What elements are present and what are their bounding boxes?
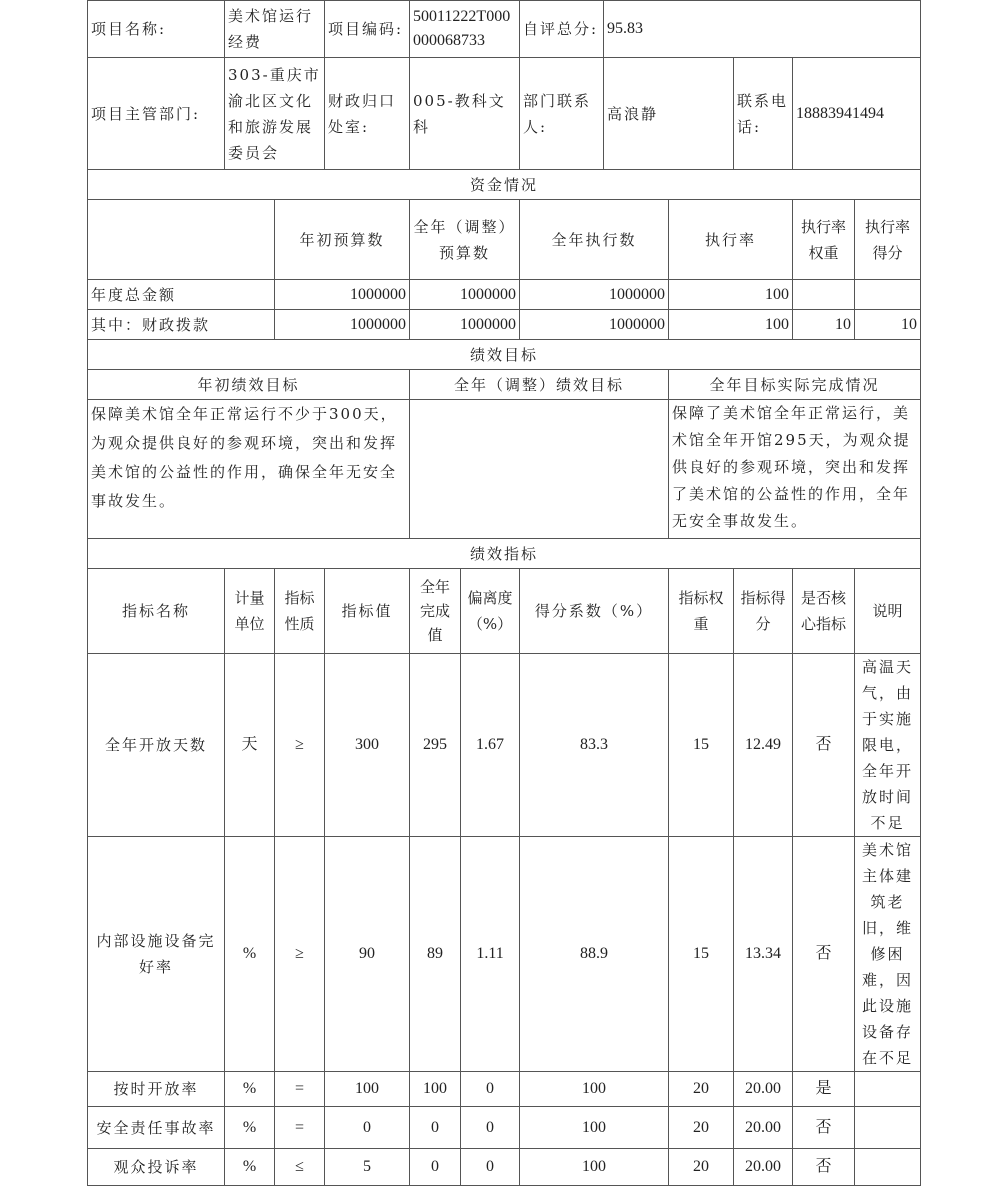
funding-initial: 1000000 [275,310,410,340]
ind-core: 否 [793,1107,855,1149]
ind-target: 100 [325,1072,410,1107]
ind-deviation: 0 [461,1107,520,1149]
ind-score: 20.00 [734,1072,793,1107]
funding-rate-weight [793,280,855,310]
ind-target: 90 [325,837,410,1072]
goals-header-actual: 全年目标实际完成情况 [669,370,921,400]
ind-note: 高温天气，由于实施限电，全年开放时间不足 [855,654,921,837]
phone-value: 18883941494 [793,58,921,170]
finance-office-value: 005-教科文科 [410,58,520,170]
ind-target: 300 [325,654,410,837]
contact-value: 高浪静 [604,58,734,170]
ind-header-unit: 计量单位 [225,569,275,654]
goals-section-title: 绩效目标 [88,340,921,370]
contact-label: 部门联系人: [520,58,604,170]
funding-header-executed: 全年执行数 [520,200,669,280]
ind-header-deviation: 偏离度（%） [461,569,520,654]
funding-row [88,280,921,310]
ind-core: 是 [793,1072,855,1107]
indicator-row [88,837,921,1072]
self-score-value: 95.83 [604,1,921,58]
ind-note: 美术馆主体建筑老旧，维修困难，因此设施设备存在不足 [855,837,921,1072]
funding-row-label: 年度总金额 [88,280,275,310]
ind-score: 20.00 [734,1107,793,1149]
ind-nature: = [275,1072,325,1107]
funding-header-rate-score: 执行率得分 [855,200,921,280]
funding-row [88,310,921,340]
ind-target: 0 [325,1107,410,1149]
goals-section-header [88,340,921,370]
ind-weight: 20 [669,1072,734,1107]
dept-value: 303-重庆市渝北区文化和旅游发展委员会 [225,58,325,170]
project-code-value: 50011222T000000068733 [410,1,520,58]
ind-core: 否 [793,654,855,837]
ind-nature: = [275,1107,325,1149]
ind-header-name: 指标名称 [88,569,225,654]
ind-completed: 89 [410,837,461,1072]
ind-deviation: 0 [461,1149,520,1186]
ind-coefficient: 83.3 [520,654,669,837]
ind-name: 全年开放天数 [88,654,225,837]
funding-adjusted: 1000000 [410,280,520,310]
ind-unit: % [225,1149,275,1186]
ind-header-coefficient: 得分系数（%） [520,569,669,654]
funding-header-rate-weight: 执行率权重 [793,200,855,280]
ind-header-note: 说明 [855,569,921,654]
ind-name: 按时开放率 [88,1072,225,1107]
ind-unit: % [225,837,275,1072]
ind-note [855,1149,921,1186]
ind-deviation: 1.11 [461,837,520,1072]
ind-completed: 295 [410,654,461,837]
ind-deviation: 0 [461,1072,520,1107]
ind-name: 内部设施设备完好率 [88,837,225,1072]
funding-header-initial-budget: 年初预算数 [275,200,410,280]
ind-coefficient: 100 [520,1107,669,1149]
project-row-1 [88,1,921,58]
funding-row-label: 其中：财政拨款 [88,310,275,340]
ind-nature: ≥ [275,654,325,837]
funding-rate-weight: 10 [793,310,855,340]
ind-unit: % [225,1107,275,1149]
ind-core: 否 [793,1149,855,1186]
goals-header-initial: 年初绩效目标 [88,370,410,400]
ind-score: 13.34 [734,837,793,1072]
ind-coefficient: 88.9 [520,837,669,1072]
funding-rate: 100 [669,280,793,310]
ind-score: 12.49 [734,654,793,837]
funding-header-blank [88,200,275,280]
ind-coefficient: 100 [520,1149,669,1186]
indicator-row [88,1107,921,1149]
ind-name: 观众投诉率 [88,1149,225,1186]
ind-header-weight: 指标权重 [669,569,734,654]
ind-note [855,1107,921,1149]
indicator-row [88,1072,921,1107]
ind-weight: 20 [669,1149,734,1186]
ind-unit: 天 [225,654,275,837]
ind-unit: % [225,1072,275,1107]
ind-deviation: 1.67 [461,654,520,837]
ind-weight: 15 [669,654,734,837]
funding-rate-score [855,280,921,310]
goals-header-adjusted: 全年（调整）绩效目标 [410,370,669,400]
dept-label: 项目主管部门: [88,58,225,170]
funding-initial: 1000000 [275,280,410,310]
funding-rate: 100 [669,310,793,340]
ind-note [855,1072,921,1107]
ind-completed: 0 [410,1149,461,1186]
ind-nature: ≤ [275,1149,325,1186]
funding-adjusted: 1000000 [410,310,520,340]
funding-rate-score: 10 [855,310,921,340]
funding-header-adjusted-budget: 全年（调整）预算数 [410,200,520,280]
indicators-section-title: 绩效指标 [88,539,921,569]
ind-weight: 15 [669,837,734,1072]
self-score-label: 自评总分: [520,1,604,58]
ind-core: 否 [793,837,855,1072]
ind-score: 20.00 [734,1149,793,1186]
ind-completed: 100 [410,1072,461,1107]
funding-section-header [88,170,921,200]
ind-weight: 20 [669,1107,734,1149]
indicator-row [88,1149,921,1186]
goals-initial-text: 保障美术馆全年正常运行不少于300天，为观众提供良好的参观环境，突出和发挥美术馆的公益性的作用，确保全年无安全事故发生。 [88,400,410,539]
performance-self-evaluation-table [87,0,921,1186]
funding-executed: 1000000 [520,280,669,310]
ind-header-core: 是否核心指标 [793,569,855,654]
goals-adjusted-text [410,400,669,539]
project-code-label: 项目编码: [325,1,410,58]
goals-actual-text: 保障了美术馆全年正常运行，美术馆全年开馆295天，为观众提供良好的参观环境，突出和发挥了美术馆的公益性的作用，全年无安全事故发生。 [669,400,921,539]
indicator-row [88,654,921,837]
ind-name: 安全责任事故率 [88,1107,225,1149]
ind-target: 5 [325,1149,410,1186]
ind-coefficient: 100 [520,1072,669,1107]
goals-header-row [88,370,921,400]
ind-header-nature: 指标性质 [275,569,325,654]
project-name-label: 项目名称: [88,1,225,58]
indicators-header-row [88,569,921,654]
ind-header-completed: 全年完成值 [410,569,461,654]
ind-completed: 0 [410,1107,461,1149]
project-name-value: 美术馆运行经费 [225,1,325,58]
finance-office-label: 财政归口处室: [325,58,410,170]
funding-header-row [88,200,921,280]
indicators-section-header [88,539,921,569]
ind-header-score: 指标得分 [734,569,793,654]
funding-header-rate: 执行率 [669,200,793,280]
goals-content-row [88,400,921,539]
project-row-2 [88,58,921,170]
funding-executed: 1000000 [520,310,669,340]
funding-section-title: 资金情况 [88,170,921,200]
ind-header-target: 指标值 [325,569,410,654]
ind-nature: ≥ [275,837,325,1072]
phone-label: 联系电话: [734,58,793,170]
